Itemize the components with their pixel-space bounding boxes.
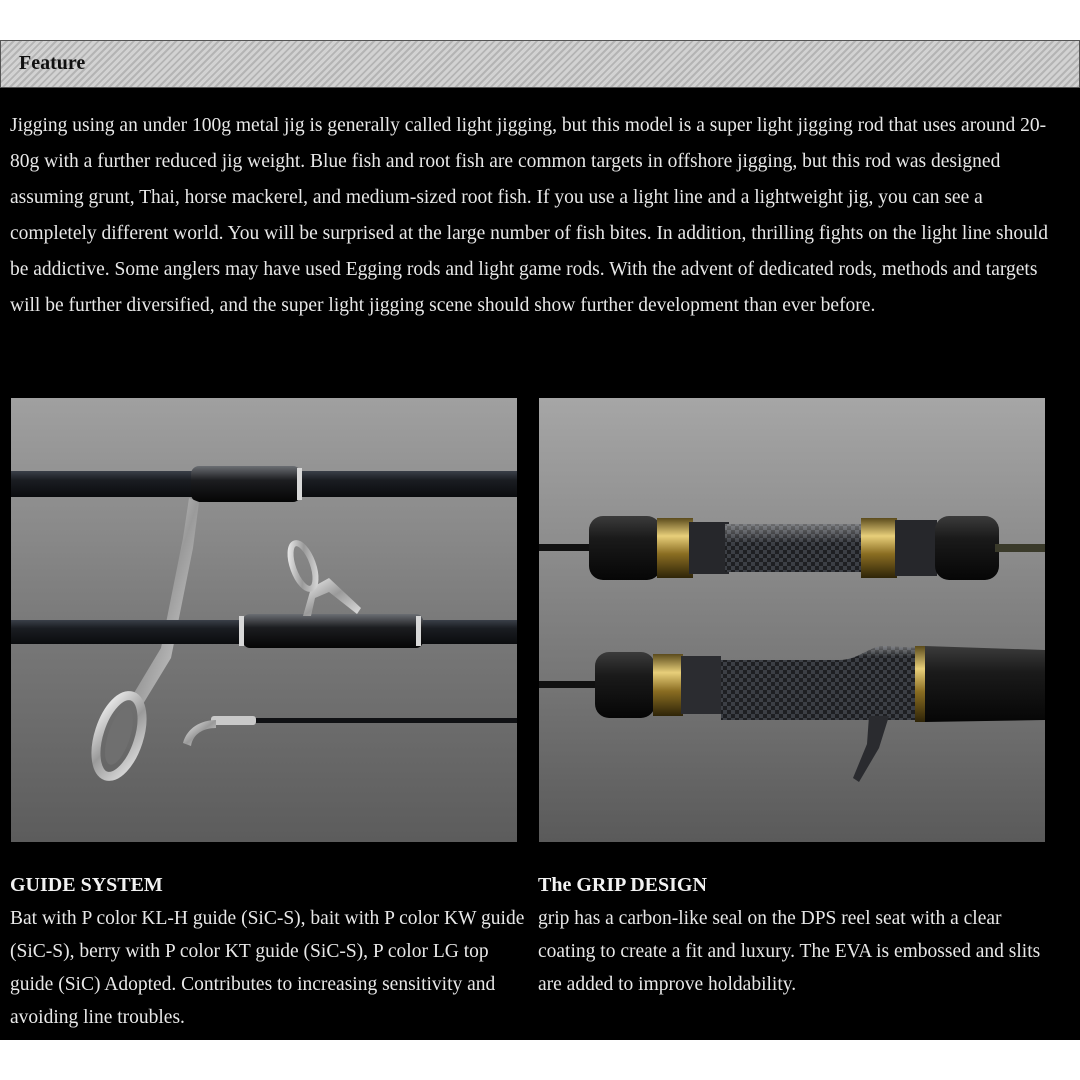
feature-header-bar xyxy=(0,40,1080,88)
intro-paragraph: Jigging using an under 100g metal jig is generally called light jigging, but this model is a super light jigging rod that uses around 20-80g with a further reduced jig weight. Blue fish and root fish are common targets in offshore jigging, but this rod was designed assuming grunt, Thai, horse mackerel, and medium-sized root fish. If you use a light line and a lightweight jig, you can see a completely different world. You will be surprised at the large number of fish bites. In addition, thrilling fights on the light line should be addictive. Some anglers may have used Egging rods and light game rods. With the advent of dedicated rods, methods and targets will be further diversified, and the super light jigging scene should show further development than ever before. xyxy=(10,115,1049,316)
grip-design-heading: The GRIP DESIGN xyxy=(538,874,707,896)
grip-design-body: grip has a carbon-like seal on the DPS reel seat with a clear coating to create a fit and luxury. The EVA is embossed and slits are added to improve holdability. xyxy=(538,908,1041,995)
feature-title: Feature xyxy=(19,52,86,74)
guide-system-body: Bat with P color KL-H guide (SiC-S), bait with P color KW guide (SiC-S), berry with P color KT guide (SiC-S), P color LG top guide (SiC) Adopted. Contributes to increasing sensitivity and avoiding line troubles. xyxy=(10,908,525,1028)
feature-panel xyxy=(0,40,1080,1040)
grip-design-photo xyxy=(539,398,1045,842)
guide-system-heading: GUIDE SYSTEM xyxy=(10,874,163,896)
guide-system-photo xyxy=(11,398,517,842)
guide-system-section xyxy=(10,868,525,1034)
grip-design-section xyxy=(538,868,1058,1001)
